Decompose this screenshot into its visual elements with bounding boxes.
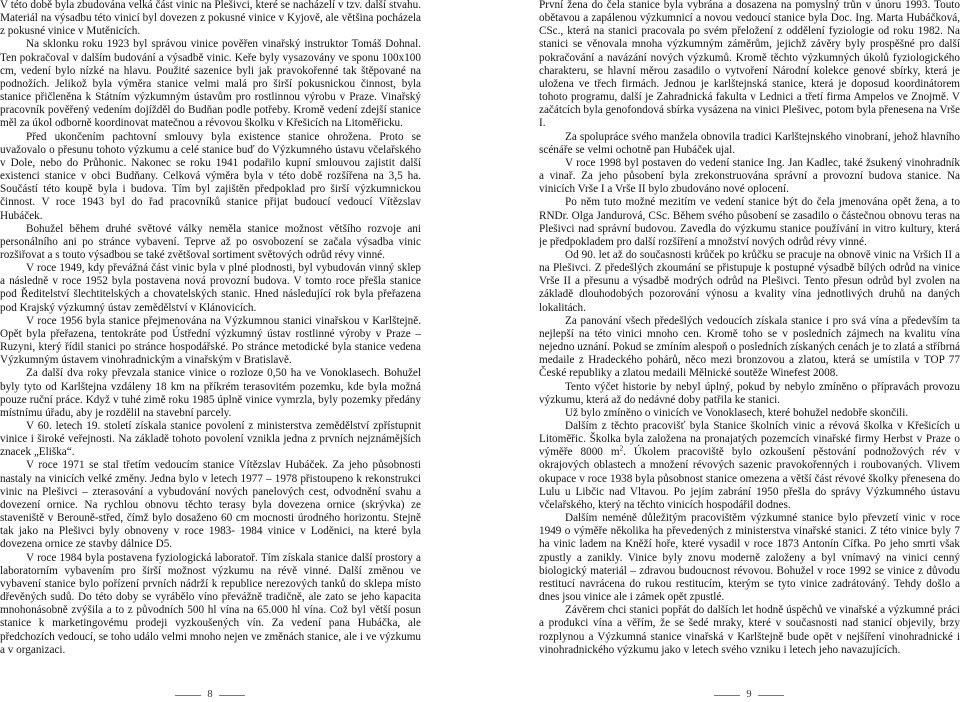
paragraph: Po něm tuto možné mezitím ve vedení stanice být do čela jmenována opět žena, a to RNDr. Olga Jandurová, CSc. Během svého působení se zasadilo o částečnou obnovu teras na Plešivci nad správní budovou. Zavedla do výzkumu stanice používání in vitro kultury, která je předpokladem pro další rozšíření a množství nových odrůd révy vinné. xyxy=(539,196,960,248)
paragraph: Na sklonku roku 1923 byl správou vinice pověřen vinařský instruktor Tomáš Dohnal. Ten pokračoval v dalším budování a výsadbě vinic. Keře byly vysazovány ve sponu 100x100 cm, vedení bylo nízké na hlavu. Použité sazenice byli jak pravokořenné tak štěpované na podnožích. Jelikož byla výměra stanice velmi malá pro širší pokusnickou činnost, byla stanice přičleněna k Státním výzkumným ústavům pro rostlinnou výrobu v Praze. Vinařský pracovník pověřený vedením dojížděl do Budňan podle potřeby. Kromě vedení zdejší stanice měl za úkol odborně koordinovat matečnou a révovou školku v Křešicích na Litoměřicku. xyxy=(0,38,421,130)
folio-rule xyxy=(219,695,245,696)
paragraph: Tento výčet historie by nebyl úplný, pokud by nebylo zmíněno o přípravách provozu výzkumu, která až do nedávné doby patřila ke stanici. xyxy=(539,380,960,406)
paragraph: Za spolupráce svého manžela obnovila tradici Karlštejnského vinobraní, jehož hlavního scénáře se velmi ochotně pan Hubáček ujal. xyxy=(539,130,960,156)
paragraph: V této době byla zbudována velká část vinic na Plešivci, které se nacházelí v tzv. další stvahu. Materiál na výsadbu této vinicí byl dovezen z pokusné vinice v Kyjově, ale většina pocházela z pokusné vinice v Mutěnicích. xyxy=(0,0,421,38)
page-number-9: 9 xyxy=(746,689,752,700)
right-text-column xyxy=(539,0,960,657)
paragraph: Závěrem chci stanici popřát do dalších let hodně úspěchů ve vinařské a výzkumné práci a produkci vína a věřím, že se šedé mraky, které v současnosti nad stanicí objevily, brzy rozplynou a Výzkumná stanice vinařská v Karlštejně bude opět v nejšíření vinohradnické i vinohradnického výzkumu jako v letech svého vzniku i letech jeho navazujících. xyxy=(539,604,960,656)
paragraph: V roce 1984 byla postavena fyziologická laboratoř. Tím získala stanice další prostory a laboratorním vybavením pro širší možnost výzkumu na révě vinné. Další změnou ve vybavení stanice bylo pořízení prvních nádrží k republice nerezových tanků do sklepa místo dřevěných sudů. Do této doby se vyrábělo víno převážně tradičně, ale zato se jeho kapacita mnohonásobně zvýšila a to z původních 500 hl vína na 65.000 hl vína. Což byl větší posun stanice k marketingovému prodeji vyzkoušených vín. Za vedení pana Hubáčka, ale předchozích vedoucí, se toho událo velmi mnoho nejen ve změnách stanice, ale i ve výzkumu a v organizaci. xyxy=(0,551,421,656)
folio-rule xyxy=(758,695,784,696)
paragraph: V roce 1956 byla stanice přejmenována na Výzkumnou stanici vinařskou v Karlštejně. Opět byla přeřazena, tentokráte pod Ústřední výzkumný ústav rostlinné výroby v Praze – Ruzyni, který řídil stanici po stránce hospodářské. Po stránce metodické byla stanice vedena Výzkumným ústavem vinohradnickým a vinařským v Bratislavě. xyxy=(0,314,421,367)
left-page xyxy=(0,0,421,702)
paragraph: První žena do čela stanice byla vybrána a dosazena na pomyslný trůn v únoru 1993. Touto obětavou a zapálenou výzkumnicí a novou vedoucí stanice byla Doc. Ing. Marta Hubáčková, CSc., která na stanici pracovala po svém přeložení z oddělení fyziologie od roku 1982. Na stanici se věnovala mnoha výzkumným záměrům, jejichž závěry byly prospěšné pro další pokračování a navázání nových výzkumů. Kromě těchto výzkumných úkolů fyziologického charakteru, se hlavní měrou zasadilo o vytvoření Národní kolekce genové sbírky, která je uložena ve třech firmách. Jednou je karlštejnská stanice, která je doposud koordinátorem tohoto programu, další je Zahradnická fakulta v Lednici a třetí firma Ampelos ve Znojmě. V začátcích byla genofondová sbírka vysázena na vinici Plešivec, potom byla přenesena na Vrše I. xyxy=(539,0,960,130)
folio-rule xyxy=(175,695,201,696)
paragraph: V roce 1949, kdy převážná část vinic byla v plné plodnosti, byl vybudován vinný sklep a následně v roce 1952 byla postavena nová provozní budova. V tomto roce přešla stanice pod Ředitelství šlechtitelských a chovatelských stanic. Hned následující rok byla přeřazena pod Krajský výzkumný ústav zemědělství v Klánovicích. xyxy=(0,262,421,314)
superscript: 2 xyxy=(619,444,624,453)
paragraph: Dalším neméně důležitým pracovištěm výzkumné stanice bylo převzetí vinic v roce 1949 o výměře několika ha převedených z ministerstva vinařské stanici. Z této vinice byly 7 ha vinic ladem na Kněží hoře, které vysadil v roce 1873 Antonín Cífka. Po jeho smrti však zpustly a zanikly. Vinice byly znovu moderně založeny a byl vnímavý na vinici cenný biologický materiál – zdravou budoucnost révovou. Bohužel v roce 1992 se vinice z důvodu restitucí navrácena do rukou restitucím, kterým se tyto vinice zadrátováný. Tehdy došlo a dnes jsou vinice ale i zámek opět zpustlé. xyxy=(539,512,960,604)
paragraph: Dalším z těchto pracovišť byla Stanice školních vinic a révová školka v Křešicích u Litoměřic. Školka byla založena na pronajatých pozemcích vinařské firmy Herbst v Praze o výměře 8000 $m^2$. Úkolem pracoviště bylo ozkoušení pěstování podnožových rév v okrajových oblastech a množení révových sazenic pravokořenných i roubovaných. Vlivem okupace v roce 1938 byla působnost stanice omezena a větší část révové školky přenesena do Lulu u Libčic nad Vltavou. Po jejím zabrání 1950 přešla do správy Výzkumného ústavu včelařského, který na těchto vinicích hospodářil dodnes. xyxy=(539,420,960,511)
paragraph: Za panování všech předešlých vedoucích získala stanice i pro svá vína a především ta nejlepší na této vinici mnoho cen. Kromě toho se v posledních zájmech na kvalitu vína nejedno uznání. Pokud se zmíním alespoň o posledních získaných cenách je to zlatá a stříbrná medaile z Hradeckého pohárů, něco mezi bronzovou a zlatou, která se umístila v TOP 77 České republiky a zlatou medaili Mělnické soutěže Winefest 2008. xyxy=(539,314,960,380)
paragraph: Za další dva roky převzala stanice vinice o rozloze 0,50 ha ve Vonoklasech. Bohužel byly tyto od Karlštejna vzdáleny 18 km na příkrém terasovitém pozemku, kde byla možná pouze ruční práce. Když v tuhé zimě roku 1985 úplně vinice vymrzla, byly pozemky předány místnímu úřadu, aby je rozdělil na stavební parcely. xyxy=(0,367,421,419)
paragraph: V 60. letech 19. století získala stanice povolení z ministerstva zemědělství zpřístupnit vinice i široké veřejnosti. Na základě tohoto povolení vznikla jedna z prvních nejznámějších znacek „Eliška“. xyxy=(0,420,421,459)
paragraph: Před ukončením pachtovní smlouvy byla existence stanice ohrožena. Proto se uvažovalo o přesunu tohoto výzkumu a celé stanice buď do Výzkumného ústavu včelařského v Dole, nebo do Průhonic. Nakonec se roku 1941 podařilo kupní smlouvou zajistit další existenci stanice v obci Budňany. Celková výměra byla v této době rozšířena na 3,5 ha. Součástí této koupě byla i budova. Tím byl zajištěn předpoklad pro širší výzkumnickou činnost. V roce 1943 byl do řad pracovníků stanice přijat budoucí vedoucí Vítězslav Hubáček. xyxy=(0,130,421,222)
paragraph: V roce 1971 se stal třetím vedoucím stanice Vítězslav Hubáček. Za jeho působnosti nastaly na vinicích velké změny. Jedna bylo v letech 1977 – 1978 přistoupeno k rekonstrukci vinic na Plešivci – zterasování a vybudování nových panelových cest, odvodnění svahu a dovezení ornice. Na rychlou obnovu těchto terasy byla dovezena ornice (skrývka) ze staveniště v Berouně-střed, čímž bylo dosaženo 60 cm mocnosti úrodného horizontu. Stejně tak jako na Plešivci byly obnoveny v roce 1983- 1984 vinice v Loděnici, na které byla dovezena ornice ze stavby dálnice D5. xyxy=(0,459,421,551)
left-text-column xyxy=(0,0,421,657)
right-page xyxy=(539,0,960,702)
page-number-8: 8 xyxy=(207,689,213,700)
right-page-number xyxy=(689,689,809,701)
folio-rule xyxy=(714,695,740,696)
paragraph: Už bylo zmíněno o vinicích ve Vonoklasech, které bohužel nedobře skončili. xyxy=(565,406,909,419)
paragraph: Bohužel během druhé světové války neměla stanice možnost většího rozvoje ani personálního ani po stránce vybavení. Teprve až po osvobození se začala výsadba vinic rozšiřovat a s touto výsadbou se také zvětšoval sortiment světových odrůd révy vinné. xyxy=(0,222,421,261)
left-page-number xyxy=(150,689,270,701)
paragraph: Od 90. let až do současnosti krůček po krůčku se pracuje na obnově vinic na Vršich II a na Plešivci. Z předešlých zkoumání se přistupuje k postupné výsadbě bílých odrůd na vinice Vrše II a přesunu a výsadbě modrých odrůd na Plešivci. Tento přesun odrůd byl zvolen na základě dlouhodobých pozorování výnosu a kvality vína jednotlivých druhů na daných lokalitách. xyxy=(539,248,960,314)
paragraph: V roce 1998 byl postaven do vedení stanice Ing. Jan Kadlec, také žsukený vinohradník a vinař. Za jeho působení byla zrekonstruována správní a provozní budova stanice. Na vinicích Vrše I a Vrše II bylo zbudováno nové oplocení. xyxy=(539,156,960,196)
